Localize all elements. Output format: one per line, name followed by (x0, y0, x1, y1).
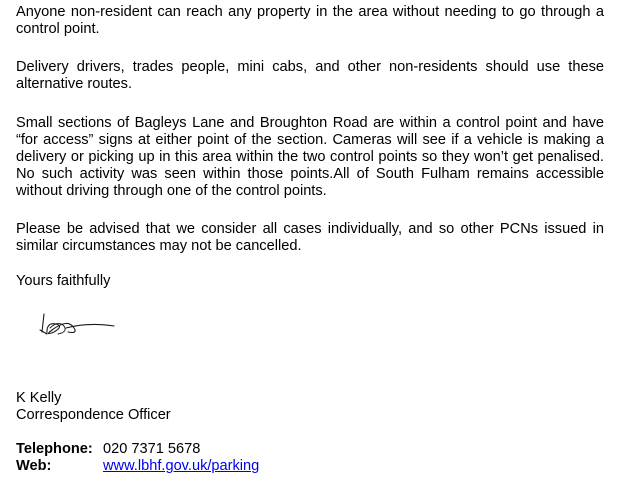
paragraph-non-resident-access: Anyone non-resident can reach any property in the area without needing to go through a control point. (16, 4, 604, 37)
handwritten-signature (38, 310, 118, 342)
telephone-number: 020 7371 5678 (103, 441, 201, 457)
paragraph-cases-considered: Please be advised that we consider all cases individually, and so other PCNs issued in similar circumstances may not be cancelled. (16, 221, 604, 254)
web-row (16, 458, 259, 475)
contact-details (16, 441, 259, 475)
telephone-row (16, 441, 259, 458)
signer-name: K Kelly (16, 390, 62, 406)
web-link[interactable]: www.lbhf.gov.uk/parking (103, 458, 260, 474)
web-label: Web: (16, 458, 52, 474)
paragraph-control-point-sections: Small sections of Bagleys Lane and Broughton Road are within a control point and have “for access” signs at either point of the section. Cameras will see if a vehicle is making a delivery or picking up in this area within the two control points so they won’t get penalised. No such activity was seen within those points.All of South Fulham remains accessible without driving through one of the control points. (16, 115, 604, 199)
signer-block (16, 390, 171, 424)
closing-salutation: Yours faithfully (16, 273, 111, 289)
telephone-label: Telephone: (16, 441, 93, 457)
signer-title: Correspondence Officer (16, 407, 171, 423)
paragraph-alternative-routes: Delivery drivers, trades people, mini cabs, and other non-residents should use these alternative routes. (16, 59, 604, 92)
